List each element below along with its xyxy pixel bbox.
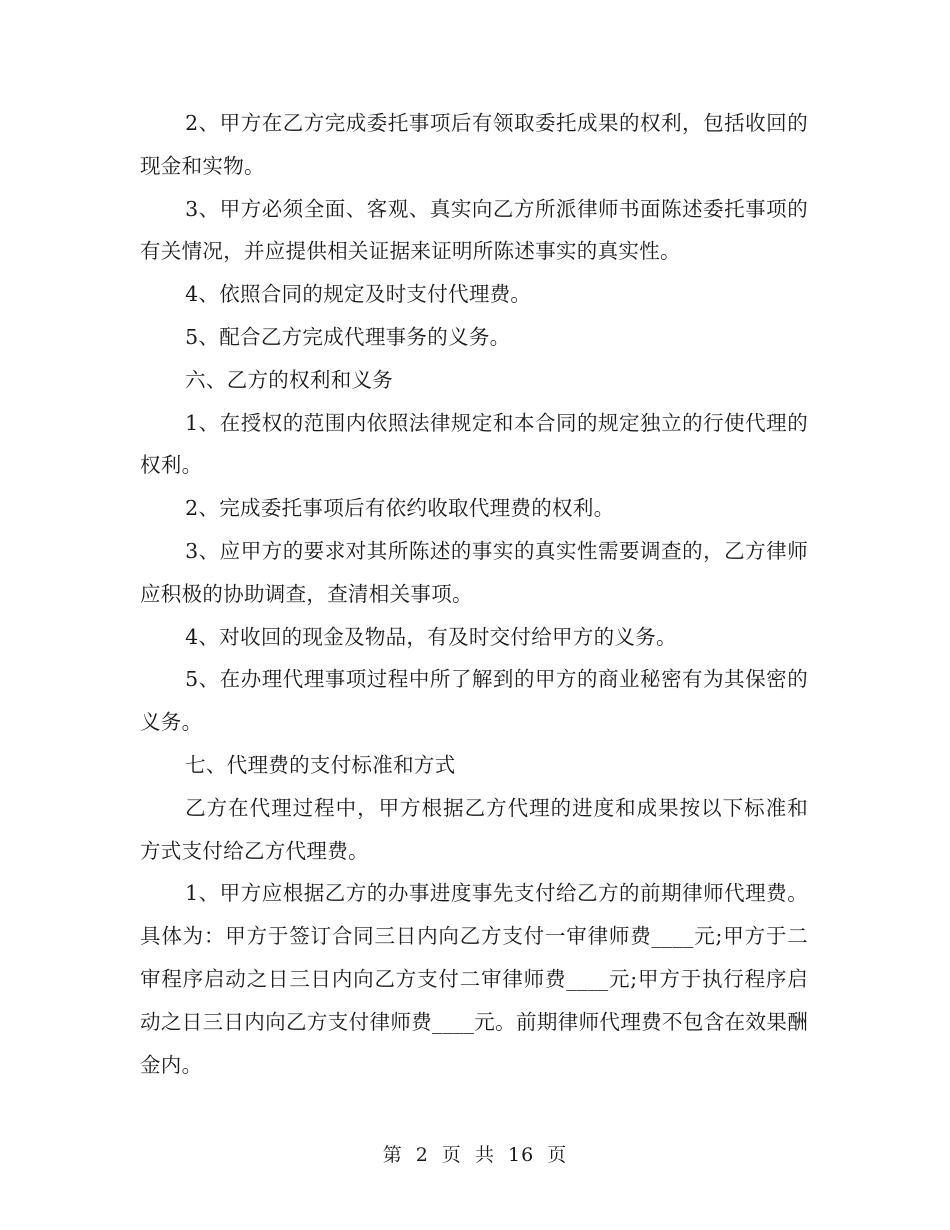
- paragraph: 乙方在代理过程中，甲方根据乙方代理的进度和成果按以下标准和方式支付给乙方代理费。: [140, 795, 808, 863]
- paragraph: 4、对收回的现金及物品，有及时交付给甲方的义务。: [185, 624, 677, 649]
- paragraph: 5、配合乙方完成代理事务的义务。: [185, 324, 511, 349]
- section-heading: 六、乙方的权利和义务: [185, 367, 394, 392]
- paragraph: 1、在授权的范围内依照法律规定和本合同的规定独立的行使代理的权利。: [140, 410, 808, 478]
- paragraph: 4、依照合同的规定及时支付代理费。: [185, 282, 532, 307]
- paragraph: 2、甲方在乙方完成委托事项后有领取委托成果的权利，包括收回的现金和实物。: [140, 111, 808, 178]
- paragraph: 3、甲方必须全面、客观、真实向乙方所派律师书面陈述委托事项的有关情况，并应提供相关证据来证明所陈述事实的真实性。: [140, 196, 808, 264]
- paragraph: 2、完成委托事项后有依约收取代理费的权利。: [185, 496, 615, 521]
- paragraph: 5、在办理代理事项过程中所了解到的甲方的商业秘密有为其保密的义务。: [140, 667, 808, 735]
- document-body: [140, 102, 808, 1086]
- section-heading: 七、代理费的支付标准和方式: [185, 752, 456, 777]
- paragraph: 1、甲方应根据乙方的办事进度事先支付给乙方的前期律师代理费。具体为：甲方于签订合同三日内向乙方支付一审律师费____元;甲方于二审程序启动之日三日内向乙方支付二审律师费____元;甲方于执行程序启动之日三日内向乙方支付律师费____元。前期律师代理费不包含在效果酬金内。: [140, 881, 808, 1077]
- paragraph: 3、应甲方的要求对其所陈述的事实的真实性需要调查的，乙方律师应积极的协助调查，查清相关事项。: [140, 538, 808, 606]
- page-number-footer: 第 2 页 共 16 页: [382, 1144, 568, 1166]
